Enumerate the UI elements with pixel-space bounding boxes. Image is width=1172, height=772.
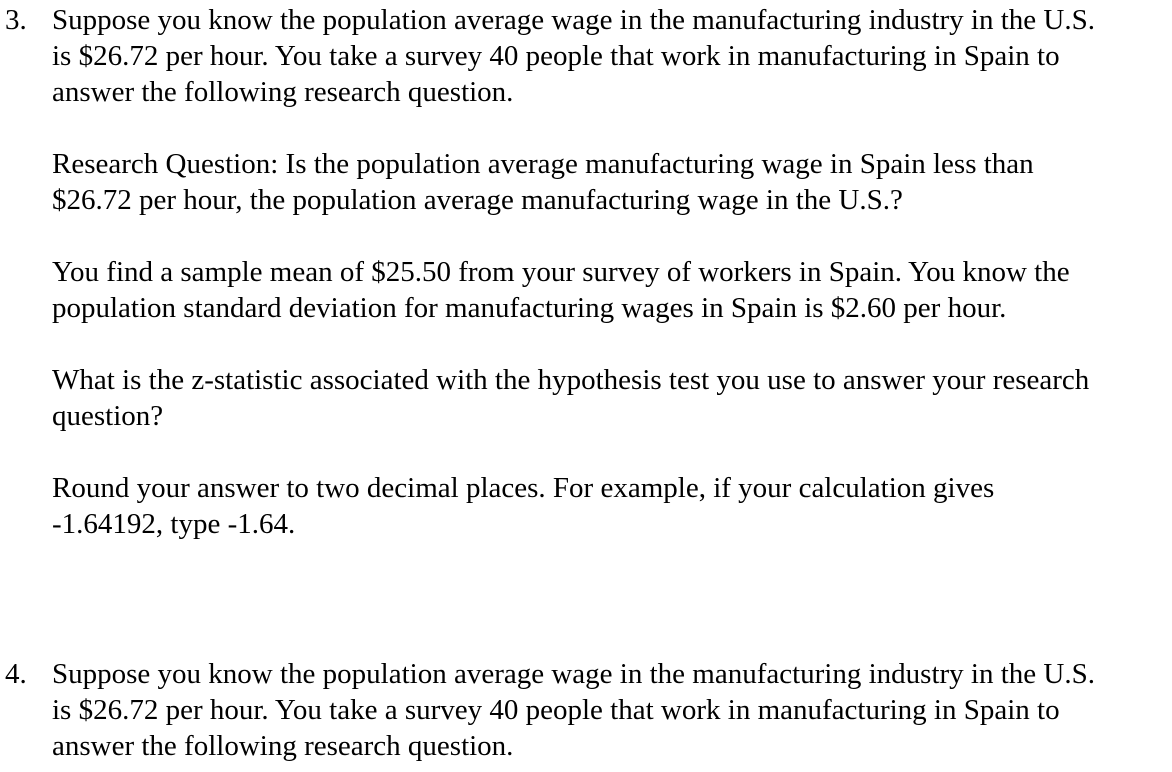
question-body	[52, 2, 1170, 542]
text-line: answer the following research question.	[52, 76, 514, 108]
text-line: Suppose you know the population average wage in the manufacturing industry in the U.S.	[52, 658, 1095, 690]
text-line: Suppose you know the population average wage in the manufacturing industry in the U.S.	[52, 4, 1095, 36]
text-line: $26.72 per hour, the population average manufacturing wage in the U.S.?	[52, 184, 903, 216]
text-line: question?	[52, 400, 164, 432]
text-line: What is the z-statistic associated with the hypothesis test you use to answer your research	[52, 364, 1090, 396]
intro-paragraph	[52, 656, 1170, 764]
text-line: Research Question: Is the population average manufacturing wage in Spain less than	[52, 148, 1034, 180]
text-line: population standard deviation for manufacturing wages in Spain is $2.60 per hour.	[52, 292, 1007, 324]
sample-info-paragraph	[52, 254, 1170, 326]
intro-paragraph	[52, 2, 1170, 110]
research-question-paragraph	[52, 146, 1170, 218]
question-number: 3.	[5, 4, 27, 36]
task-paragraph	[52, 362, 1170, 434]
text-line: is $26.72 per hour. You take a survey 40 people that work in manufacturing in Spain to	[52, 694, 1060, 726]
text-line: -1.64192, type -1.64.	[52, 508, 296, 540]
text-line: Round your answer to two decimal places. For example, if your calculation gives	[52, 472, 995, 504]
rounding-instructions-paragraph	[52, 470, 1170, 542]
text-line: is $26.72 per hour. You take a survey 40 people that work in manufacturing in Spain to	[52, 40, 1060, 72]
question-body	[52, 656, 1170, 764]
question-number: 4.	[5, 658, 27, 690]
text-line: answer the following research question.	[52, 730, 514, 762]
text-line: You find a sample mean of $25.50 from your survey of workers in Spain. You know the	[52, 256, 1070, 288]
